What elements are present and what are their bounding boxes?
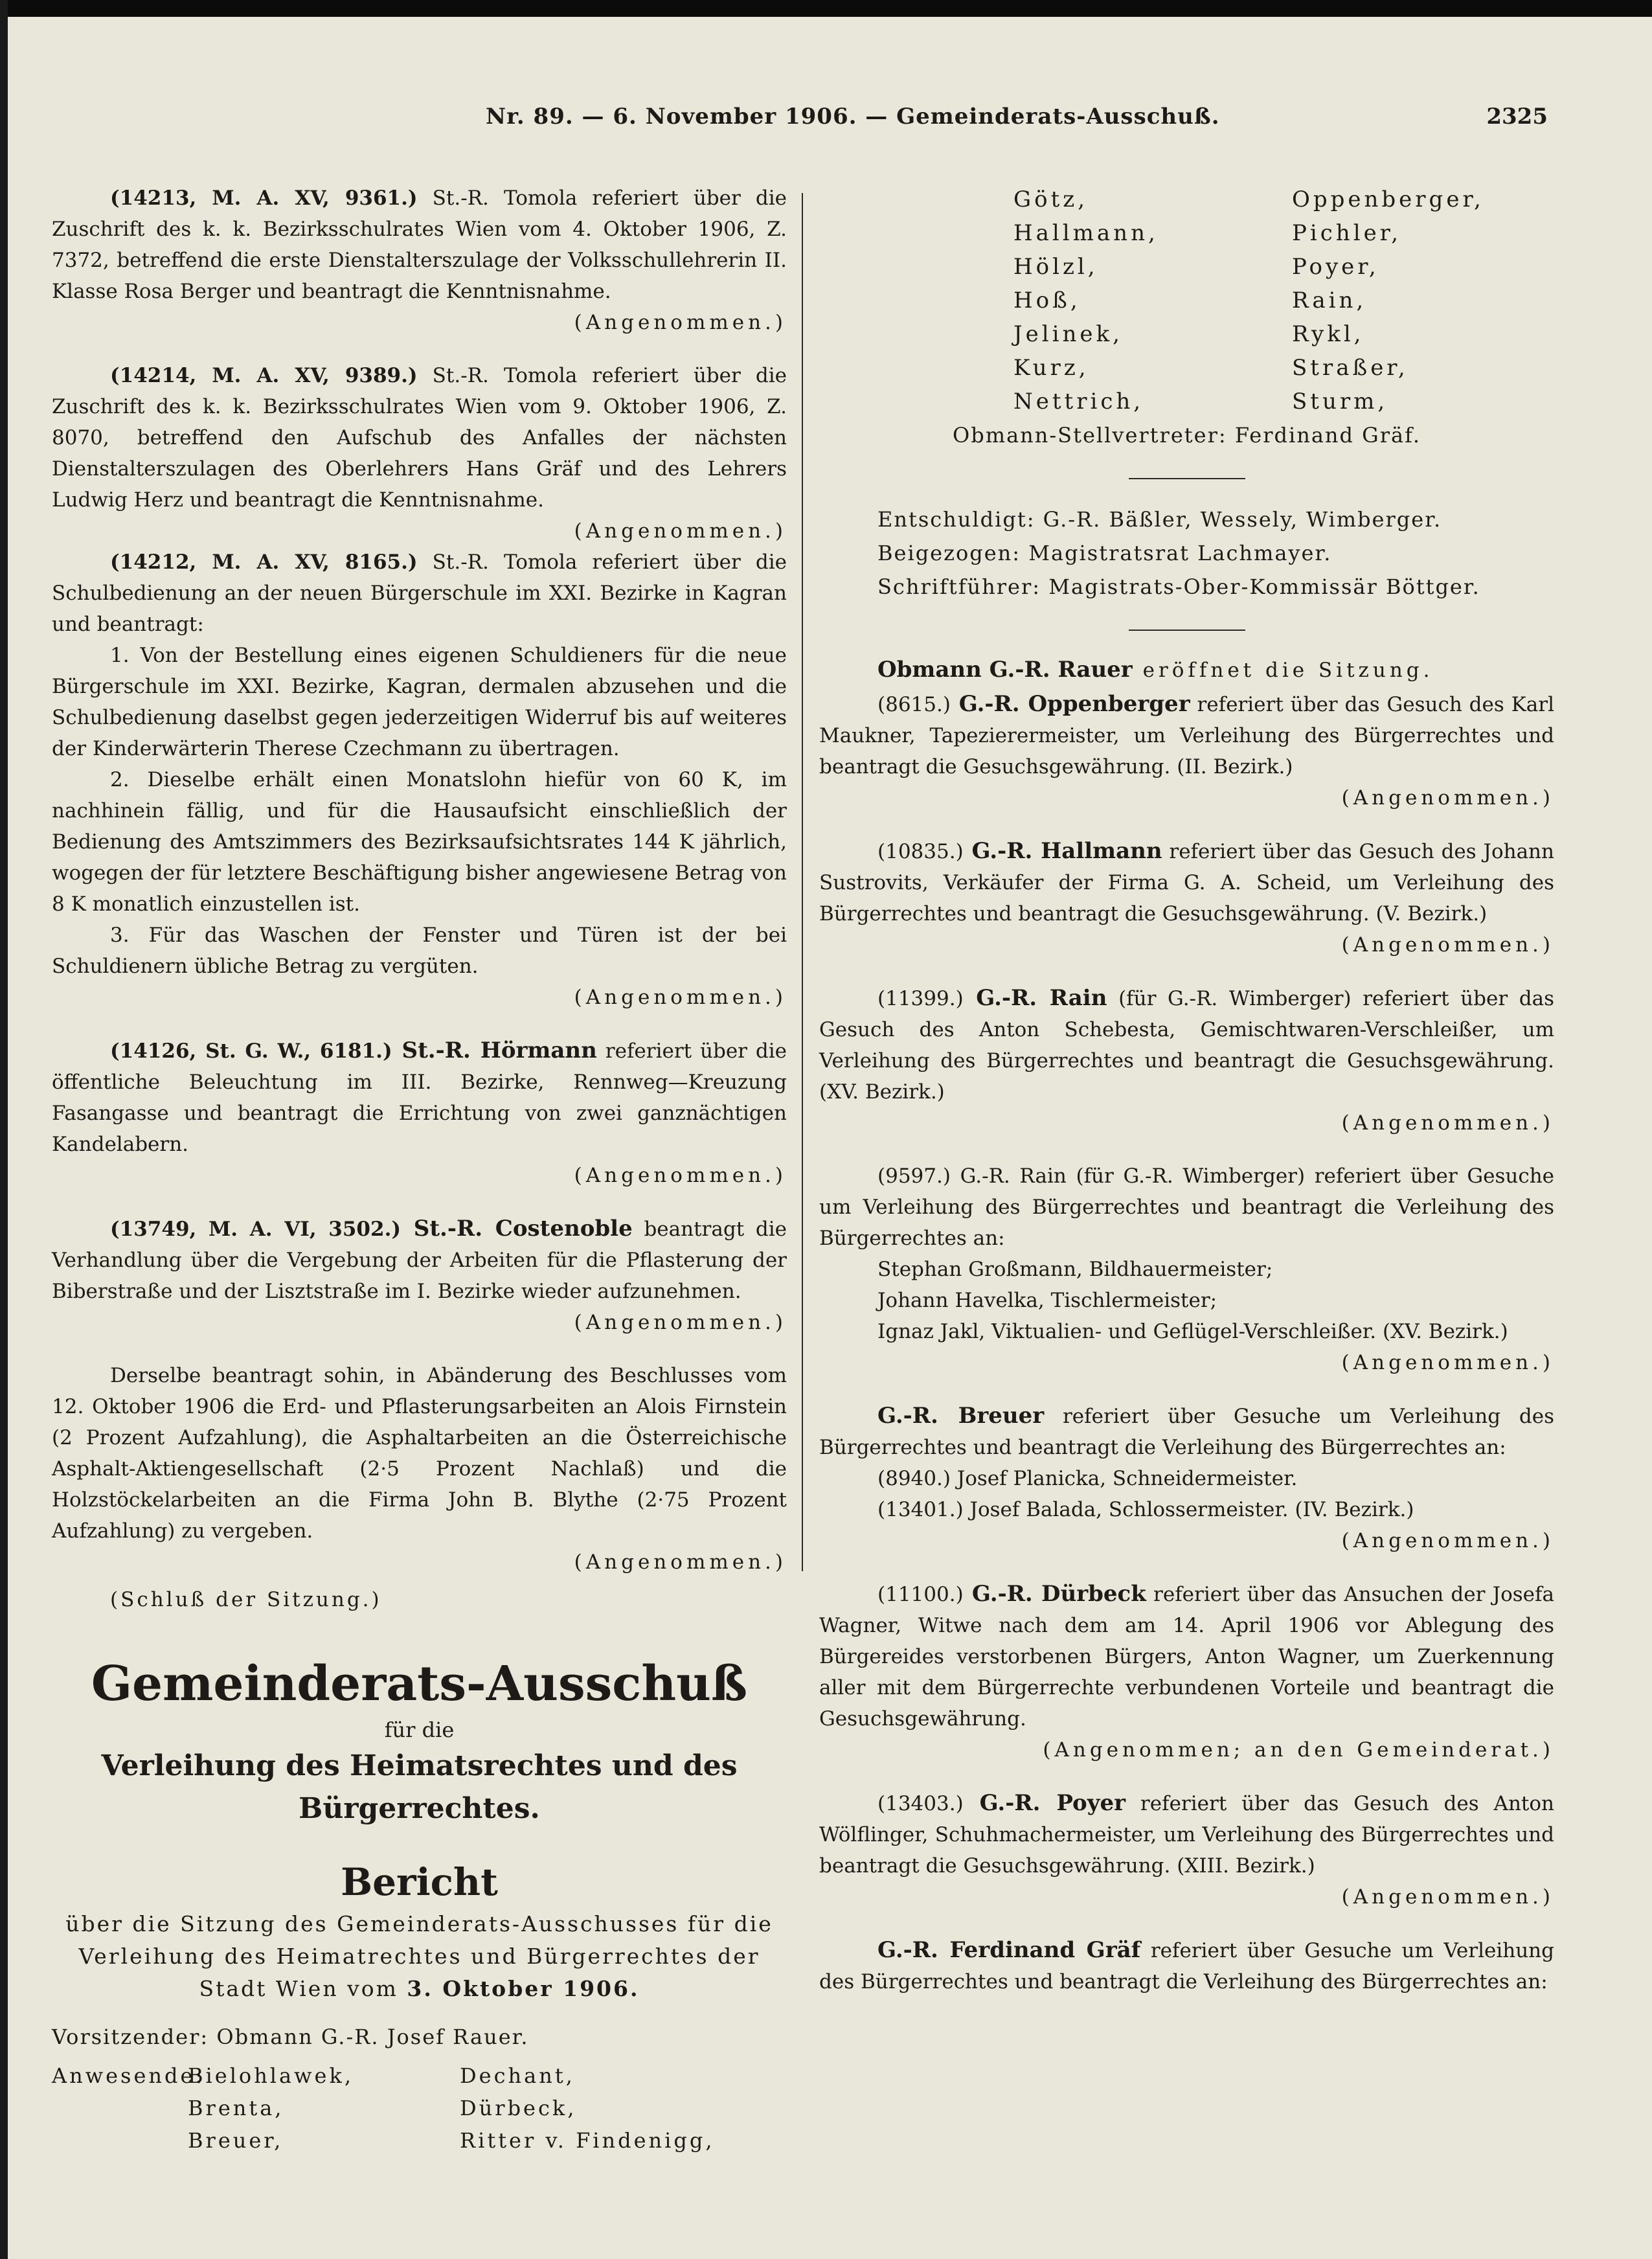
left-column [52,183,787,2157]
entry-11100 [819,1578,1554,1765]
entry-result: (Angenommen.) [574,519,787,543]
section-for: für die [384,1718,455,1742]
entry-text: referiert über das Gesuch des Anton Wölflinger, Schuhmachermeister, um Verleihung des Bürgerrechtes und beantragt die Gesuchsgewährung. (XIII. Bezirk.) [819,1792,1554,1878]
opening-line [819,654,1554,686]
entry-13749 [52,1213,787,1338]
entry-ref: (8615.) [877,693,951,716]
entry-9597 [819,1161,1554,1378]
entry-text: St.-R. Tomola referiert über die Zuschrift des k. k. Bezirksschulrates Wien vom 9. Oktober 1906, Z. 8070, betreffend den Aufschub des Anfalles der nächsten Dienstalterszulagen des Oberlehrers Hans Gräf und des Lehrers Ludwig Herz und beantragt die Kenntnisnahme. [52,364,787,512]
chairman-line: Vorsitzender: Obmann G.-R. Josef Rauer. [52,2025,529,2049]
entry-ref: (13403.) [877,1792,964,1815]
attendee: Rykl, [1292,321,1364,347]
attendee: Bielohlawek, [188,2063,354,2088]
entry-result: (Angenommen.) [1341,1529,1554,1552]
section-title: Gemeinderats-Ausschuß [91,1656,748,1712]
running-title: Nr. 89. — 6. November 1906. — Gemeinderats-Ausschuß. [486,104,1220,130]
entry-14126 [52,1035,787,1191]
entry-speaker: G.-R. Oppenberger [950,691,1190,717]
entry-speaker: G.-R. Dürbeck [963,1581,1146,1607]
opening-text: eröffnet die Sitzung. [1132,659,1434,682]
entry-text: St.-R. Tomola referiert über die Zuschrift des k. k. Bezirksschulrates Wien vom 4. Oktober 1906, Z. 7372, betreffend die erste Dienstalterszulage der Volksschullehrerin II. Klasse Rosa Berger und beantragt die Kenntnisnahme. [52,187,787,303]
report-title: Bericht [341,1860,498,1904]
entry-ref: (14126, St. G. W., 6181.) [110,1039,392,1063]
entry-speaker: G.-R. Hallmann [963,838,1162,864]
entry-13403 [819,1788,1554,1913]
attendee: Dürbeck, [460,2096,577,2120]
attendee: Breuer, [188,2128,284,2153]
entry-breuer [819,1400,1554,1556]
grantee: Stephan Großmann, Bildhauermeister; [877,1258,1273,1281]
entry-ref: (9597.) [877,1164,951,1188]
attendees [52,2060,787,2157]
entry-result: (Angenommen.) [1341,1885,1554,1909]
attendee: Jelinek, [1013,321,1123,347]
entry-result: (Angenommen.) [574,1311,787,1334]
attendee: Rain, [1292,288,1367,313]
entry-text: referiert über Gesuche um Verleihung des Bürgerrechtes und beantragt die Verleihung des Bürgerrechtes an: [819,1939,1554,1993]
entry-speaker: G.-R. Poyer [963,1790,1126,1816]
attendee: Hölzl, [1013,254,1098,280]
attendee: Kurz, [1013,355,1089,381]
attendee: Nettrich, [1013,389,1144,414]
grantee: (8940.) Josef Planicka, Schneidermeister. [877,1467,1298,1490]
closing-note: (Schluß der Sitzung.) [110,1588,382,1611]
right-column [819,183,1554,1997]
entry-10835 [819,835,1554,960]
entry-text: G.-R. Rain (für G.-R. Wimberger) referiert über Gesuche um Verleihung des Bürgerrechtes und beantragt die Verleihung des Bürgerrechtes an: [819,1164,1554,1250]
entry-result: (Angenommen.) [574,311,787,334]
scan-top-edge [0,0,1652,17]
page-header [97,104,1548,142]
attendee: Oppenberger, [1292,187,1484,212]
attendee: Poyer, [1292,254,1379,280]
attendee: Dechant, [460,2063,575,2088]
opening-speaker: Obmann G.-R. Rauer [877,657,1133,683]
excused-line: Entschuldigt: G.-R. Bäßler, Wessely, Wimberger. [877,507,1442,532]
deputy-chair: Obmann-Stellvertreter: Ferdinand Gräf. [953,423,1421,448]
entry-result: (Angenommen.) [1341,933,1554,957]
entry-14213 [52,183,787,338]
entry-ref: (10835.) [877,840,964,863]
attending-line: Beigezogen: Magistratsrat Lachmayer. [877,541,1332,565]
column-divider [802,193,803,1571]
entry-11399 [819,982,1554,1139]
separator-rule [1129,478,1245,479]
entry-text: referiert über das Gesuch des Johann Sustrovits, Verkäufer der Firma G. A. Scheid, um Verleihung des Bürgerrechtes und beantragt die Gesuchsgewährung. (V. Bezirk.) [819,840,1554,925]
scan-left-edge [0,0,8,2259]
grantee: Ignaz Jakl, Viktualien- und Geflügel-Verschleißer. (XV. Bezirk.) [877,1320,1508,1343]
entry-result: (Angenommen.) [1341,786,1554,810]
entry-result: (Angenommen.) [574,1550,787,1574]
attendees-label: Anwesende: [52,2063,205,2088]
entry-text: referiert über das Ansuchen der Josefa Wagner, Witwe nach dem am 14. April 1906 vor Ablegung des Bürgereides verstorbenen Bürgers, Anton Wagner, um Zuerkennung aller mit dem Bürgerrechte verbundenen Vorteile und beantragt die Gesuchsgewährung. [819,1583,1554,1731]
section-subtitle: Verleihung des Heimatsrechtes und des Bürgerrechtes. [101,1749,738,1825]
attendee: Götz, [1013,187,1089,212]
entry-ref: (11100.) [877,1583,964,1606]
entry-speaker: St.-R. Hörmann [392,1038,597,1063]
entry-result: (Angenommen.) [574,986,787,1009]
entry-result: (Angenommen.) [574,1164,787,1187]
attendee: Ritter v. Findenigg, [460,2128,715,2153]
attendee: Straßer, [1292,355,1409,381]
entry-text: (für G.-R. Wimberger) referiert über das Gesuch des Anton Schebesta, Gemischtwaren-Verschleißer, um Verleihung des Bürgerrechtes und beantragt die Gesuchsgewährung. (XV. Bezirk.) [819,987,1554,1104]
entry-derselbe [52,1360,787,1578]
entry-point-1: 1. Von der Bestellung eines eigenen Schuldieners für die neue Bürgerschule im XXI. Bezirke, Kagran, dermalen abzusehen und die Schulbedienung daselbst gegen jederzeitigen Widerruf bis auf weiteres der Kinderwärterin Therese Czechmann zu übertragen. [52,644,787,760]
entry-graef [819,1935,1554,1997]
entry-text: referiert über die öffentliche Beleuchtung im III. Bezirke, Rennweg—Kreuzung Fasangasse und beantragt die Errichtung von zwei ganznächtigen Kandelabern. [52,1039,787,1156]
report-date: 3. Oktober 1906. [407,1976,640,2001]
entry-14212 [52,547,787,1013]
grantee: Johann Havelka, Tischlermeister; [877,1289,1217,1312]
entry-speaker: St.-R. Costenoble [401,1216,633,1242]
attendee: Sturm, [1292,389,1388,414]
attendee: Brenta, [188,2096,284,2120]
entry-ref: (14214, M. A. XV, 9389.) [110,364,418,387]
entry-ref: (14212, M. A. XV, 8165.) [110,551,418,574]
entry-speaker: G.-R. Rain [963,985,1107,1011]
entry-14214 [52,360,787,547]
entry-ref: (11399.) [877,987,964,1010]
page-number: 2325 [1486,104,1548,130]
attendee-list [1013,183,1554,418]
entry-result: (Angenommen; an den Gemeinderat.) [1043,1738,1554,1762]
entry-8615 [819,688,1554,813]
secretary-line: Schriftführer: Magistrats-Ober-Kommissär Böttger. [877,574,1480,599]
separator-rule [1129,630,1245,631]
attendee: Pichler, [1292,220,1402,246]
report-text: über die Sitzung des Gemeinderats-Ausschusses für die Verleihung des Heimatrechtes und Bürgerrechtes der Stadt Wien vom [65,1911,773,2001]
entry-speaker: G.-R. Breuer [877,1403,1045,1429]
entry-point-3: 3. Für das Waschen der Fenster und Türen ist der bei Schuldienern übliche Betrag zu vergüten. [52,924,787,978]
entry-result: (Angenommen.) [1341,1351,1554,1374]
entry-ref: (13749, M. A. VI, 3502.) [110,1218,402,1241]
entry-text: Derselbe beantragt sohin, in Abänderung des Beschlusses vom 12. Oktober 1906 die Erd- und Pflasterungsarbeiten an Alois Firnstein (2 Prozent Aufzahlung), die Asphaltarbeiten an die Österreichische Asphalt-Aktiengesellschaft (2·5 Prozent Nachlaß) und die Holzstöckelarbeiten an die Firma John B. Blythe (2·75 Prozent Aufzahlung) zu vergeben. [52,1364,787,1543]
entry-text: St.-R. Tomola referiert über die Schulbedienung an der neuen Bürgerschule im XXI. Bezirke in Kagran und beantragt: [52,551,787,636]
entry-result: (Angenommen.) [1341,1111,1554,1135]
entry-text: referiert über Gesuche um Verleihung des Bürgerrechtes und beantragt die Verleihung des Bürgerrechtes an: [819,1405,1554,1459]
entry-ref: (14213, M. A. XV, 9361.) [110,187,418,210]
grantee: (13401.) Josef Balada, Schlossermeister. (IV. Bezirk.) [877,1498,1414,1521]
entry-text: beantragt die Verhandlung über die Vergebung der Arbeiten für die Pflasterung der Biberstraße und der Lisztstraße im I. Bezirke wieder aufzunehmen. [52,1218,787,1303]
entry-text: referiert über das Gesuch des Karl Maukner, Tapezierermeister, um Verleihung des Bürgerrechtes und beantragt die Gesuchsgewährung. (II. Bezirk.) [819,693,1554,778]
entry-point-2: 2. Dieselbe erhält einen Monatslohn hiefür von 60 K, im nachhinein fällig, und für die Hausaufsicht einschließlich der Bedienung des Amtszimmers des Bezirksaufsichtsrates 144 K jährlich, wogegen der für letztere Beschäftigung bisher angewiesene Betrag von 8 K monatlich einzustellen ist. [52,768,787,916]
attendee: Hoß, [1013,288,1081,313]
attendee: Hallmann, [1013,220,1159,246]
entry-speaker: G.-R. Ferdinand Gräf [877,1937,1141,1963]
report-intro [52,1908,787,2005]
